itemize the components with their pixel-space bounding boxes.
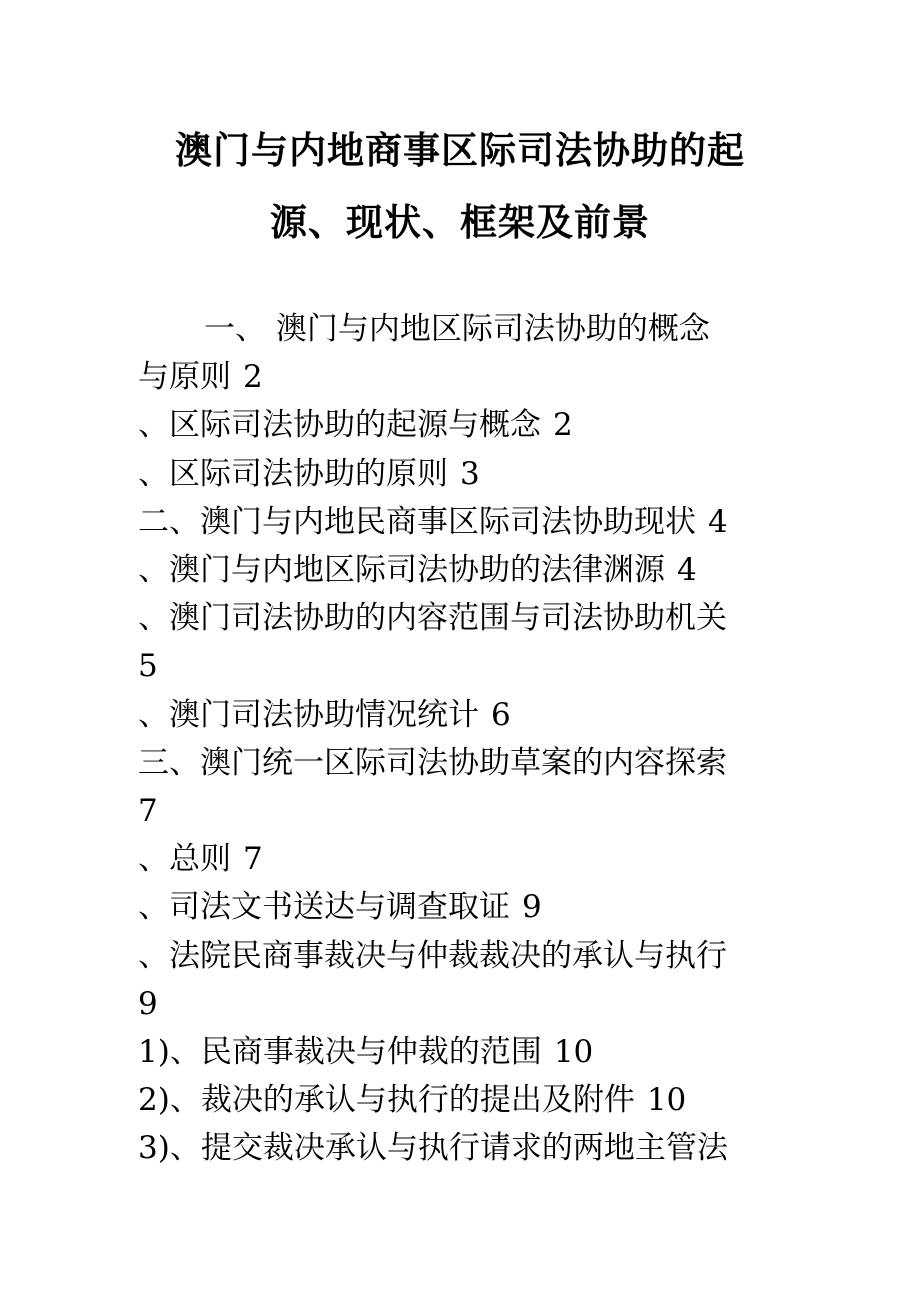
- toc-line: [138, 305, 798, 353]
- toc-line: [138, 642, 798, 690]
- toc-page-number: 10: [646, 1082, 687, 1119]
- toc-page-number: 9: [522, 889, 542, 926]
- document-title-line-1: 澳门与内地商事区际司法协助的起: [175, 128, 745, 172]
- table-of-contents: [138, 305, 798, 1173]
- toc-line: [138, 787, 798, 835]
- toc-page-number: 2: [553, 407, 573, 444]
- toc-line: [138, 932, 798, 980]
- toc-line: [138, 450, 798, 498]
- toc-page-number: 6: [491, 696, 511, 733]
- toc-entry-text: 9: [138, 985, 158, 1022]
- toc-entry-text: 5: [138, 648, 158, 685]
- toc-line: [138, 594, 798, 642]
- toc-entry-text: 二、澳门与内地民商事区际司法协助现状: [138, 503, 696, 540]
- toc-entry-text: 、澳门司法协助情况统计: [138, 696, 479, 733]
- toc-entry-text: 1)、民商事裁决与仲裁的范围: [138, 1034, 542, 1071]
- document-title-line-2: 源、现状、框架及前景: [270, 200, 650, 244]
- toc-page-number: 3: [460, 455, 480, 492]
- toc-line: [138, 1124, 798, 1172]
- toc-entry-text: 2)、裁决的承认与执行的提出及附件: [138, 1082, 635, 1119]
- toc-page-number: 2: [243, 359, 263, 396]
- toc-line: [138, 691, 798, 739]
- toc-page-number: 10: [553, 1034, 594, 1071]
- toc-line: [138, 1028, 798, 1076]
- toc-page-number: 4: [708, 503, 728, 540]
- toc-line: [138, 353, 798, 401]
- toc-entry-text: 、区际司法协助的原则: [138, 455, 448, 492]
- toc-entry-text: 、区际司法协助的起源与概念: [138, 407, 541, 444]
- toc-line: [138, 739, 798, 787]
- toc-line: [138, 1076, 798, 1124]
- toc-page-number: 7: [243, 841, 263, 878]
- toc-entry-text: 一、 澳门与内地区际司法协助的概念: [204, 311, 710, 347]
- toc-entry-text: 、法院民商事裁决与仲裁裁决的承认与执行: [138, 937, 727, 974]
- toc-line: [138, 883, 798, 931]
- toc-entry-text: 、澳门司法协助的内容范围与司法协助机关: [138, 600, 727, 637]
- toc-entry-text: 3)、提交裁决承认与执行请求的两地主管法: [138, 1130, 728, 1167]
- toc-line: [138, 835, 798, 883]
- toc-entry-text: 、司法文书送达与调查取证: [138, 889, 510, 926]
- toc-line: [138, 498, 798, 546]
- toc-entry-text: 与原则: [138, 359, 231, 396]
- toc-line: [138, 980, 798, 1028]
- toc-line: [138, 546, 798, 594]
- toc-entry-text: 三、澳门统一区际司法协助草案的内容探索: [138, 744, 727, 781]
- toc-line: [138, 401, 798, 449]
- toc-entry-text: 、总则: [138, 841, 231, 878]
- toc-entry-text: 、澳门与内地区际司法协助的法律渊源: [138, 552, 665, 589]
- toc-entry-text: 7: [138, 793, 158, 830]
- toc-page-number: 4: [677, 552, 697, 589]
